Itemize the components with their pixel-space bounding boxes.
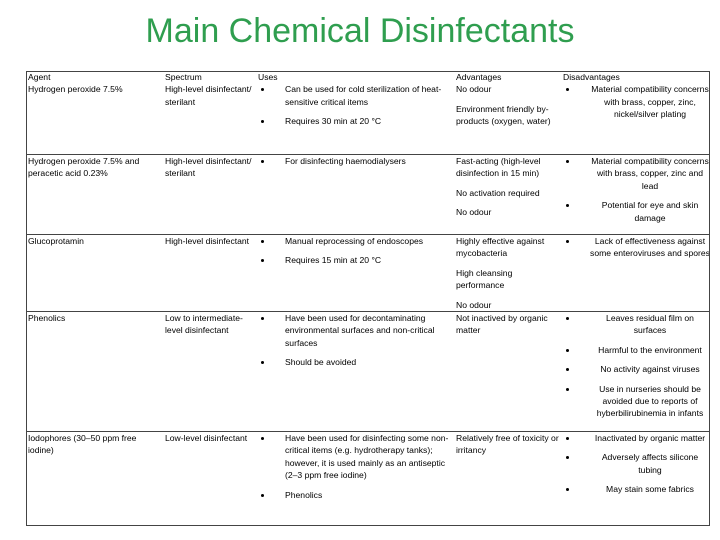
agent-cell: Iodophores (30–50 ppm free iodine)	[26, 431, 163, 527]
disadvantage-item: Harmful to the environment	[563, 344, 710, 356]
col-header-agent: Agent	[28, 72, 51, 82]
use-item: Can be used for cold sterilization of heat-sensitive critical items	[258, 83, 454, 108]
spectrum-cell: High-level disinfectant	[163, 234, 256, 311]
use-item: Manual reprocessing of endoscopes	[258, 235, 454, 247]
col-header-spectrum: Spectrum	[165, 72, 202, 82]
agent-cell: Hydrogen peroxide 7.5%	[28, 84, 123, 95]
uses-cell	[256, 431, 454, 527]
table-row	[26, 83, 710, 154]
advantage-item: No activation required	[456, 187, 540, 198]
disadvantage-item: Adversely affects silicone tubing	[563, 451, 710, 476]
disadvantage-item: Leaves residual film on surfaces	[563, 312, 710, 337]
uses-cell	[256, 83, 454, 154]
table-row	[26, 311, 710, 431]
disadvantages-cell	[561, 234, 710, 311]
agent-cell: Hydrogen peroxide 7.5% and peracetic acid 0.23%	[26, 154, 163, 234]
spectrum-cell: Low to intermediate-level disinfectant	[163, 311, 256, 431]
use-item: Phenolics	[258, 489, 454, 501]
table-row	[26, 431, 710, 527]
disadvantage-item: Use in nurseries should be avoided due to reports of hyberbilirubinemia in infants	[563, 383, 710, 420]
advantages-cell	[454, 83, 561, 154]
use-item: Have been used for disinfecting some non-critical items (e.g. hydrotherapy tanks); however, it is used mainly as an antiseptic (2–3 ppm free iodine)	[258, 432, 454, 482]
spectrum-cell: High-level disinfectant/ sterilant	[165, 84, 252, 107]
disadvantage-item: Material compatibility concerns with brass, copper, zinc and lead	[563, 155, 710, 192]
use-item: Requires 15 min at 20 °C	[258, 254, 454, 266]
disinfectants-table	[26, 71, 710, 527]
uses-cell	[256, 311, 454, 431]
advantage-item: No odour	[456, 84, 492, 95]
advantage-item: Environment friendly by-products (oxygen, water)	[456, 103, 551, 127]
disadvantage-item: Material compatibility concerns with brass, copper, zinc, nickel/silver plating	[563, 83, 710, 120]
advantages-cell	[454, 154, 561, 234]
advantages-cell	[454, 234, 561, 311]
use-item: Have been used for decontaminating environmental surfaces and non-critical surfaces	[258, 312, 454, 349]
spectrum-cell: Low-level disinfectant	[163, 431, 256, 527]
col-header-advantages: Advantages	[456, 72, 502, 82]
disadvantage-item: Potential for eye and skin damage	[563, 199, 710, 224]
uses-cell	[256, 234, 454, 311]
advantage-item: Relatively free of toxicity or irritancy	[456, 432, 559, 456]
disadvantages-cell	[561, 431, 710, 527]
advantage-item: No odour	[456, 207, 492, 218]
advantage-item: No odour	[456, 299, 492, 310]
disadvantages-cell	[561, 83, 710, 154]
spectrum-cell: High-level disinfectant/ sterilant	[163, 154, 256, 234]
table-row	[26, 154, 710, 234]
col-header-disadvantages: Disadvantages	[563, 72, 620, 82]
disadvantages-cell	[561, 154, 710, 234]
disadvantage-item: Inactivated by organic matter	[563, 432, 710, 444]
agent-cell: Glucoprotamin	[26, 234, 163, 311]
use-item: Requires 30 min at 20 °C	[258, 115, 454, 127]
advantages-cell	[454, 311, 561, 431]
use-item: For disinfecting haemodialysers	[258, 155, 454, 167]
agent-cell: Phenolics	[26, 311, 163, 431]
uses-cell	[256, 154, 454, 234]
advantage-item: High cleansing performance	[456, 267, 513, 291]
disadvantages-cell	[561, 311, 710, 431]
table-row	[26, 234, 710, 311]
page-title: Main Chemical Disinfectants	[145, 12, 575, 50]
disadvantage-item: May stain some fabrics	[563, 483, 710, 495]
table-header-row	[26, 71, 710, 83]
advantage-item: Highly effective against mycobacteria	[456, 235, 545, 259]
advantage-item: Fast-acting (high-level disinfection in 15 min)	[456, 155, 541, 179]
advantages-cell	[454, 431, 561, 527]
use-item: Should be avoided	[258, 356, 454, 368]
disadvantage-item: Lack of effectiveness against some enteroviruses and spores	[563, 235, 710, 260]
disadvantage-item: No activity against viruses	[563, 363, 710, 375]
advantage-item: Not inactived by organic matter	[456, 312, 548, 336]
col-header-uses: Uses	[258, 72, 278, 82]
